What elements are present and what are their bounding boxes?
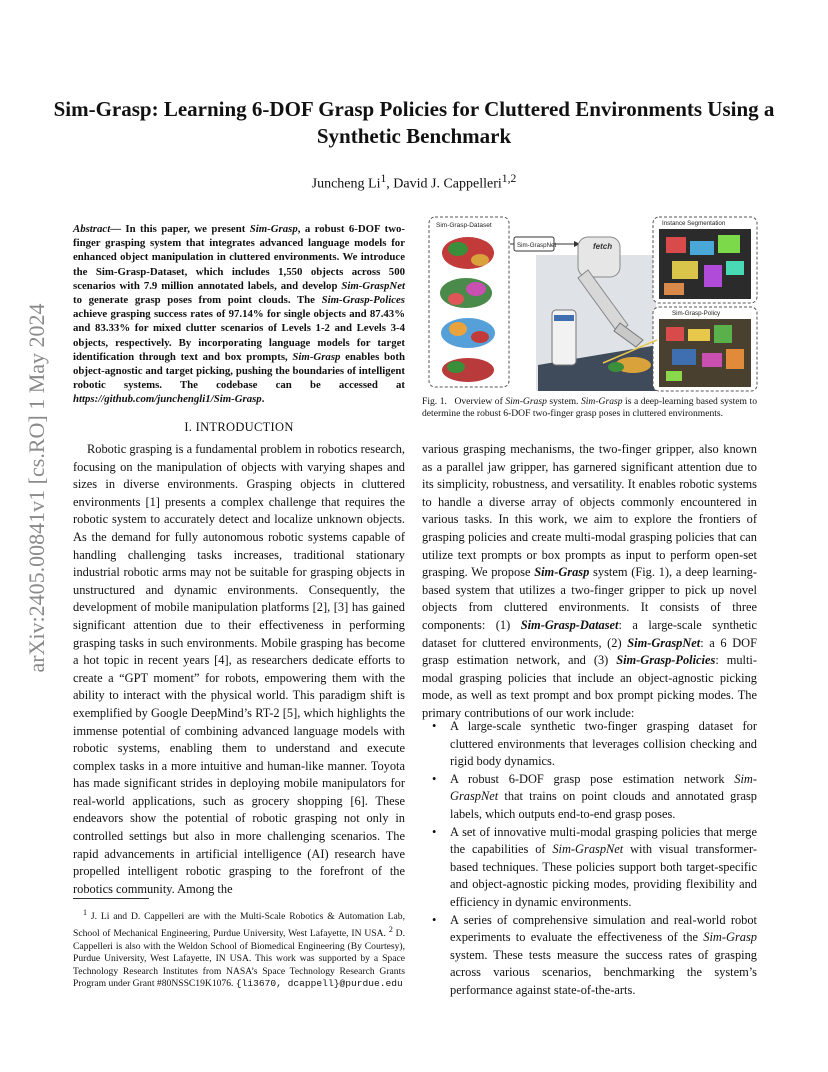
abstract-label: Abstract — [73, 223, 111, 235]
intro-paragraph: Robotic grasping is a fundamental problem in robotics research, focusing on the manipulation of objects with varying shapes and sizes in diverse environments. Grasping objects in cluttered environments [1] presents a complex challenge that requires the robotic system to accurately detect and localize unknown objects. As the demand for fully autonomous robotic systems capable of handling challenging tasks increases, traditional stationary industrial robotic arms may not be suitable for grasping objects in unstructured and dynamic environments. Consequently, the development of mobile manipulation platforms [2], [3] has gained significant attention due to their effectiveness in performing grasping tasks in such environments. Mobile grasping has become a hot topic in recent years [4], as researchers dedicate efforts to create a “GPT moment” for robots, empowering them with the ability to interact with the physical world. This paradigm shift is exemplified by Google DeepMind’s RT-2 [5], which highlights the immense potential of combining advanced language models with robotic systems, enabling them to understand and execute complex tasks in a more intuitive and human-like manner. Toyota has made significant strides in deploying mobile manipulators for real-world applications, such as grocery shopping [6]. These endeavors show the potential of robotic grasping not only in controlled settings but also in more challenging scenarios. The rapid advancements in artificial intelligence (AI) research have propelled intelligent robotic grasping to the forefront of the robotics community. Among the — [73, 442, 405, 896]
contributions-list — [422, 718, 757, 1000]
arxiv-identifier: arXiv:2405.00841v1 [cs.RO] 1 May 2024 — [24, 302, 49, 673]
dataset-label: Sim-Grasp-Dataset — [436, 222, 492, 229]
figure-1 — [428, 215, 758, 393]
figure-caption: Fig. 1. Overview of Sim-Grasp system. Sim-Grasp is a deep-learning based system to determine the robust 6-DOF two-finger grasp poses in cluttered environments. — [422, 396, 757, 420]
author-affiliation-mark: 1,2 — [501, 172, 517, 185]
footnote-divider — [73, 898, 149, 899]
author-affiliation-mark: 1 — [380, 172, 387, 185]
fetch-logo-label: fetch — [593, 242, 613, 251]
section-heading: I. INTRODUCTION — [184, 420, 294, 434]
list-item: • A large-scale synthetic two-finger grasping dataset for cluttered environments that leverages collision checking and rigid body dynamics. — [432, 719, 757, 769]
author-name: David J. Cappelleri — [393, 176, 502, 192]
email-address: {li3670, dcappell}@purdue.edu — [235, 978, 403, 990]
list-item: • A set of innovative multi-modal grasping policies that merge the capabilities of Sim-GraspNet with visual transformer-based techniques. These policies support both target-specific and object-agnostic picking modes, providing flexibility and efficiency in dynamic environments. — [432, 824, 757, 909]
list-item: • A robust 6-DOF grasp pose estimation network Sim-GraspNet that trains on point clouds and annotated grasp labels, which outputs end-to-end grasp poses. — [432, 771, 757, 821]
paper-title: Sim-Grasp: Learning 6-DOF Grasp Policies for Cluttered Environments Using a Synthetic Benchmark — [53, 97, 775, 148]
graspnet-label: Sim-GraspNet — [517, 242, 557, 249]
footnote: $^1$ J. Li and D. Cappelleri are with the Multi-Scale Robotics & Automation Lab, School of Mechanical Engineering, Purdue University, West Lafayette, IN USA. $^2$ D. Cappelleri is also with the Weldon School of Biomedical Engineering (By Courtesy), Purdue University, West Lafayette, IN USA. This work was supported by a Space Technology Research Institutes from NASA’s Space Technology Research Grants Program under Grant #80NSSC19K1076. {li3670, dcappell}@purdue.edu — [73, 908, 405, 990]
segmentation-label: Instance Segmentation — [662, 220, 726, 227]
author-list: Juncheng Li$^1$, David J. Cappelleri$^{1,2}$ — [311, 172, 517, 192]
codebase-link[interactable]: https://github.com/junchengli1/Sim-Grasp — [73, 393, 262, 406]
intro-paragraph-continued: various grasping mechanisms, the two-finger gripper, also known as a parallel jaw gripper, has garnered significant attention due to its simplicity, robustness, and versatility. It enables robotic systems to handle a diverse array of objects commonly encountered in various tasks. In this work, we aim to explore the frontiers of grasping policies and create multi-modal grasping policies that can utilize text prompts or box prompts as input to perform open-set grasping. We propose Sim-Grasp system (Fig. 1), a deep learning-based system that utilizes a two-finger gripper to pick up novel objects from cluttered environments. It consists of three components: (1) Sim-Grasp-Dataset: a large-scale synthetic dataset for cluttered environments, (2) Sim-GraspNet: a 6 DOF grasp estimation network, and (3) Sim-Grasp-Policies: multi-modal grasping policies that include an object-agnostic picking mode, as well as text prompt and box prompt picking modes. The primary contributions of our work include: — [422, 442, 757, 720]
author-name: Juncheng Li — [311, 176, 381, 192]
list-item: • A series of comprehensive simulation and real-world robot experiments to evaluate the effectiveness of the Sim-Grasp system. These tests measure the success rates of grasping across various scenarios, benchmarking the system’s performance against state-of-the-arts. — [432, 912, 757, 997]
abstract: Abstract— In this paper, we present Sim-Grasp, a robust 6-DOF two-finger grasping system that integrates advanced language models for enhanced object manipulation in cluttered environments. We introduce the Sim-Grasp-Dataset, which includes 1,550 objects across 500 scenarios with 7.9 million annotated labels, and develop Sim-GraspNet to generate grasp poses from point clouds. The Sim-Grasp-Polices achieve grasping success rates of 97.14% for single objects and 87.43% and 83.33% for mixed clutter scenarios of Levels 1-2 and Levels 3-4 objects, respectively. By incorporating language models for target identification through text and box prompts, Sim-Grasp enables both object-agnostic and target picking, pushing the boundaries of intelligent robotic systems. The codebase can be accessed at https://github.com/junchengli1/Sim-Grasp. — [73, 223, 405, 406]
policy-label: Sim-Grasp-Policy — [672, 310, 721, 317]
